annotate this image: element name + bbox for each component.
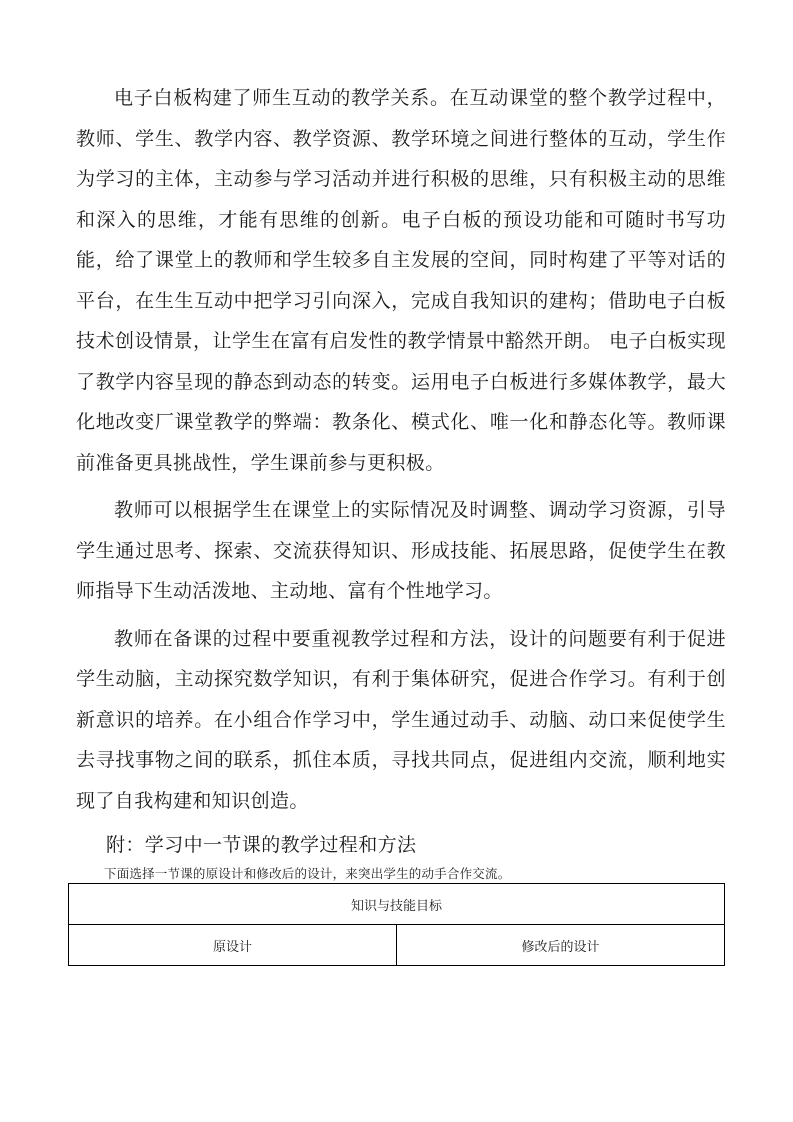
appendix-title: 附：学习中一节课的教学过程和方法 (106, 834, 417, 856)
column-revised-design: 修改后的设计 (397, 925, 725, 966)
body-paragraph-1: 电子白板构建了师生互动的教学关系。在互动课堂的整个教学过程中，教师、学生、教学内容、教学资源、教学环境之间进行整体的互动，学生作为学习的主体，主动参与学习活动并进行积极的思维，只有积极主动的思维和深入的思维，才能有思维的创新。电子白板的预设功能和可随时书写功能，给了课堂上的教师和学生较多自主发展的空间，同时构建了平等对话的平台，在生生互动中把学习引向深入，完成自我知识的建构；借助电子白板技术创设情景，让学生在富有启发性的教学情景中豁然开朗。 电子白板实现了教学内容呈现的静态到动态的转变。运用电子白板进行多媒体教学，最大化地改变厂课堂教学的弊端：教条化、模式化、唯一化和静态化等。教师课前准备更具挑战性，学生课前参与更积极。 (76, 87, 726, 474)
table-header-row (69, 884, 725, 925)
body-paragraph-2: 教师可以根据学生在课堂上的实际情况及时调整、调动学习资源，引导学生通过思考、探索、交流获得知识、形成技能、拓展思路，促使学生在教师指导下生动活泼地、主动地、富有个性地学习。 (76, 499, 726, 602)
body-paragraph-3: 教师在备课的过程中要重视教学过程和方法，设计的问题要有利于促进学生动脑，主动探究数学知识，有利于集体研究，促进合作学习。有利于创新意识的培养。在小组合作学习中，学生通过动手、动脑、动口来促使学生去寻找事物之间的联系，抓住本质，寻找共同点，促进组内交流，顺利地实现了自我构建和知识创造。 (76, 627, 726, 812)
appendix-note: 下面选择一节课的原设计和修改后的设计，来突出学生的动手合作交流。 (104, 866, 511, 881)
table-header-cell: 知识与技能目标 (69, 884, 725, 925)
design-comparison-table (68, 883, 725, 966)
column-original-design: 原设计 (69, 925, 397, 966)
document-page (76, 78, 726, 966)
table-column-row (69, 925, 725, 966)
